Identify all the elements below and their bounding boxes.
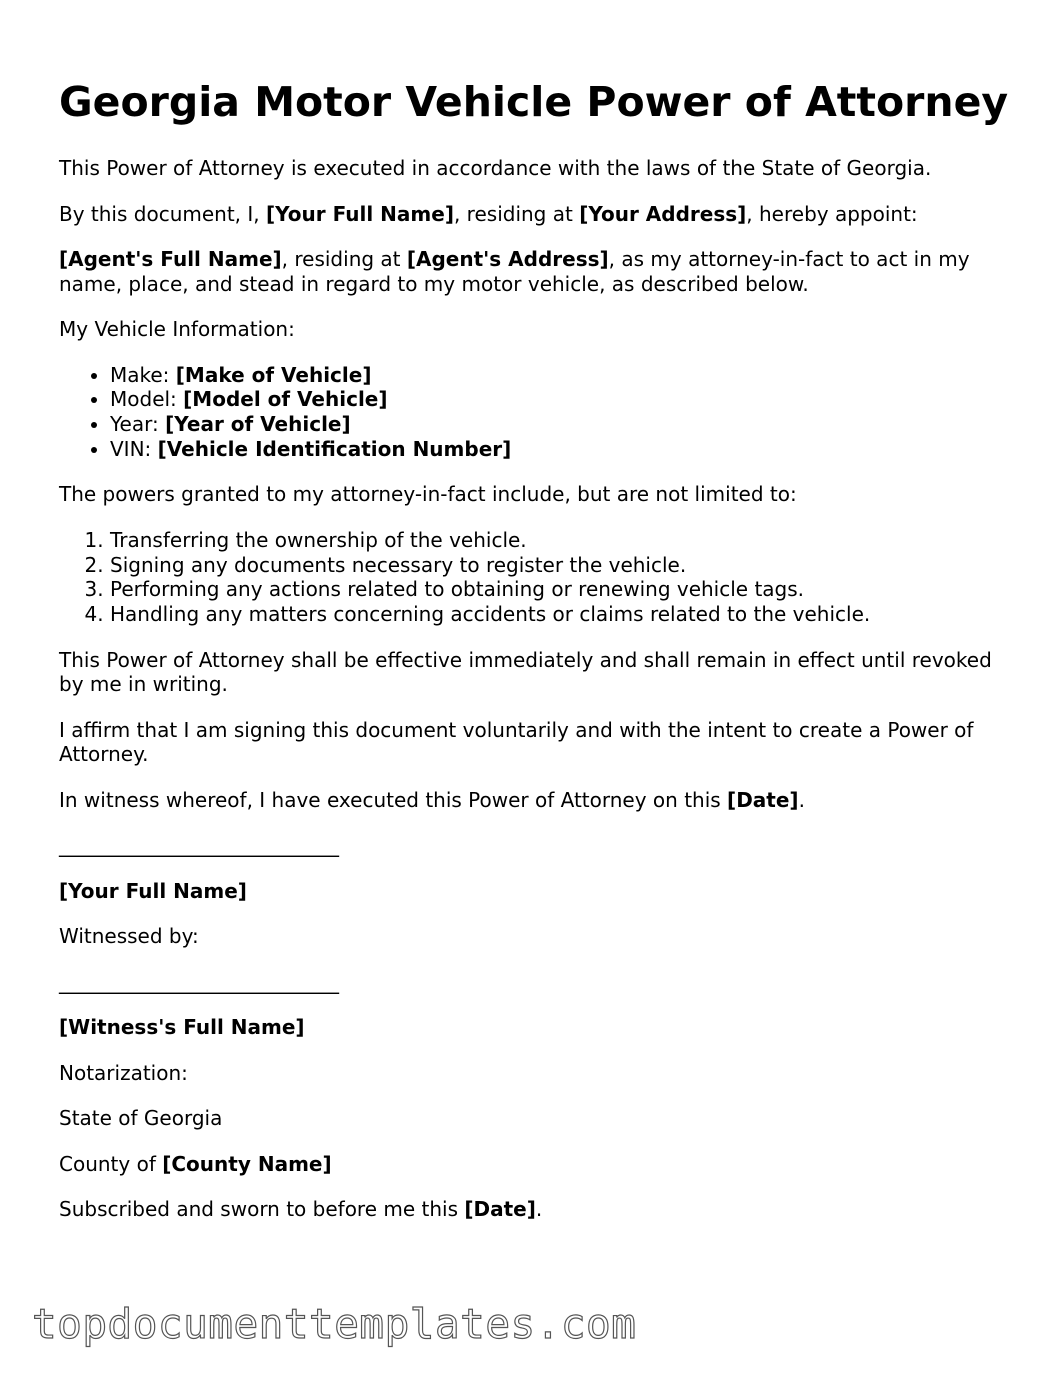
- agent-suffix: , as my attorney-in-fact to act in my name, place, and stead in regard to my motor vehicle, as described below.: [59, 247, 970, 296]
- agent-name-field: [Agent's Full Name]: [59, 247, 282, 271]
- agent-middle: , residing at: [281, 247, 407, 271]
- appointment-paragraph: [59, 202, 1019, 227]
- county-line: [59, 1152, 1019, 1177]
- agent-address-field: [Agent's Address]: [406, 247, 609, 271]
- witness-statement-prefix: In witness whereof, I have executed this Power of Attorney on this: [59, 787, 728, 812]
- sworn-prefix: Subscribed and sworn to before me this: [59, 1197, 465, 1222]
- vehicle-info-list: [59, 363, 1019, 462]
- sworn-suffix: .: [535, 1197, 543, 1222]
- list-item: [110, 363, 1019, 388]
- vehicle-year-label: Year:: [110, 411, 166, 436]
- vehicle-heading: My Vehicle Information:: [59, 317, 295, 341]
- powers-heading: The powers granted to my attorney-in-fact include, but are not limited to:: [59, 482, 797, 507]
- list-item: [110, 387, 1019, 412]
- list-item: 1. Transferring the ownership of the vehicle.: [110, 528, 1019, 553]
- document-body: [59, 78, 1019, 1243]
- notarization-label: Notarization:: [59, 1060, 188, 1085]
- effective-paragraph: This Power of Attorney shall be effective immediately and shall remain in effect until revoked by me in writing.: [59, 647, 992, 697]
- sworn-line: [59, 1197, 1019, 1222]
- vehicle-model-label: Model:: [110, 387, 184, 412]
- vehicle-vin-field: [Vehicle Identification Number]: [157, 436, 512, 461]
- list-item: 2. Signing any documents necessary to register the vehicle.: [110, 553, 1019, 578]
- appoint-middle: , residing at: [453, 201, 580, 226]
- sworn-date-field: [Date]: [464, 1197, 536, 1222]
- witnessed-by-label: Witnessed by:: [59, 924, 199, 949]
- powers-list: [59, 528, 1019, 627]
- affirm-paragraph: I affirm that I am signing this document voluntarily and with the intent to create a Power of Attorney.: [59, 717, 974, 767]
- list-item: 4. Handling any matters concerning accidents or claims related to the vehicle.: [110, 602, 1019, 627]
- vehicle-make-field: [Make of Vehicle]: [175, 362, 372, 387]
- list-item: 3. Performing any actions related to obtaining or renewing vehicle tags.: [110, 577, 1019, 602]
- principal-name-field: [Your Full Name]: [266, 201, 454, 226]
- execution-date-field: [Date]: [727, 787, 799, 812]
- signature-line: ____________________________: [59, 833, 339, 858]
- principal-address-field: [Your Address]: [579, 201, 747, 226]
- intro-paragraph: This Power of Attorney is executed in accordance with the laws of the State of Georgia.: [59, 156, 932, 180]
- county-name-field: [County Name]: [162, 1151, 332, 1176]
- witness-statement: [59, 788, 1019, 813]
- vehicle-vin-label: VIN:: [110, 436, 158, 461]
- county-prefix: County of: [59, 1151, 163, 1176]
- state-line: State of Georgia: [59, 1106, 223, 1131]
- signer-name: [59, 879, 1019, 904]
- vehicle-make-label: Make:: [110, 362, 176, 387]
- vehicle-model-field: [Model of Vehicle]: [183, 387, 388, 412]
- appoint-suffix: , hereby appoint:: [746, 201, 918, 226]
- witness-name-field: [Witness's Full Name]: [59, 1015, 305, 1040]
- witness-name: [59, 1015, 1019, 1040]
- witness-signature-line: ____________________________: [59, 969, 339, 994]
- appoint-prefix: By this document, I,: [59, 201, 267, 226]
- list-item: [110, 437, 1019, 462]
- witness-statement-suffix: .: [798, 787, 805, 812]
- page-title: Georgia Motor Vehicle Power of Attorney: [59, 78, 1009, 126]
- signer-name-field: [Your Full Name]: [59, 878, 247, 903]
- agent-paragraph: [59, 247, 1019, 296]
- vehicle-year-field: [Year of Vehicle]: [165, 411, 351, 436]
- list-item: [110, 412, 1019, 437]
- watermark: topdocumenttemplates.com: [32, 1300, 637, 1348]
